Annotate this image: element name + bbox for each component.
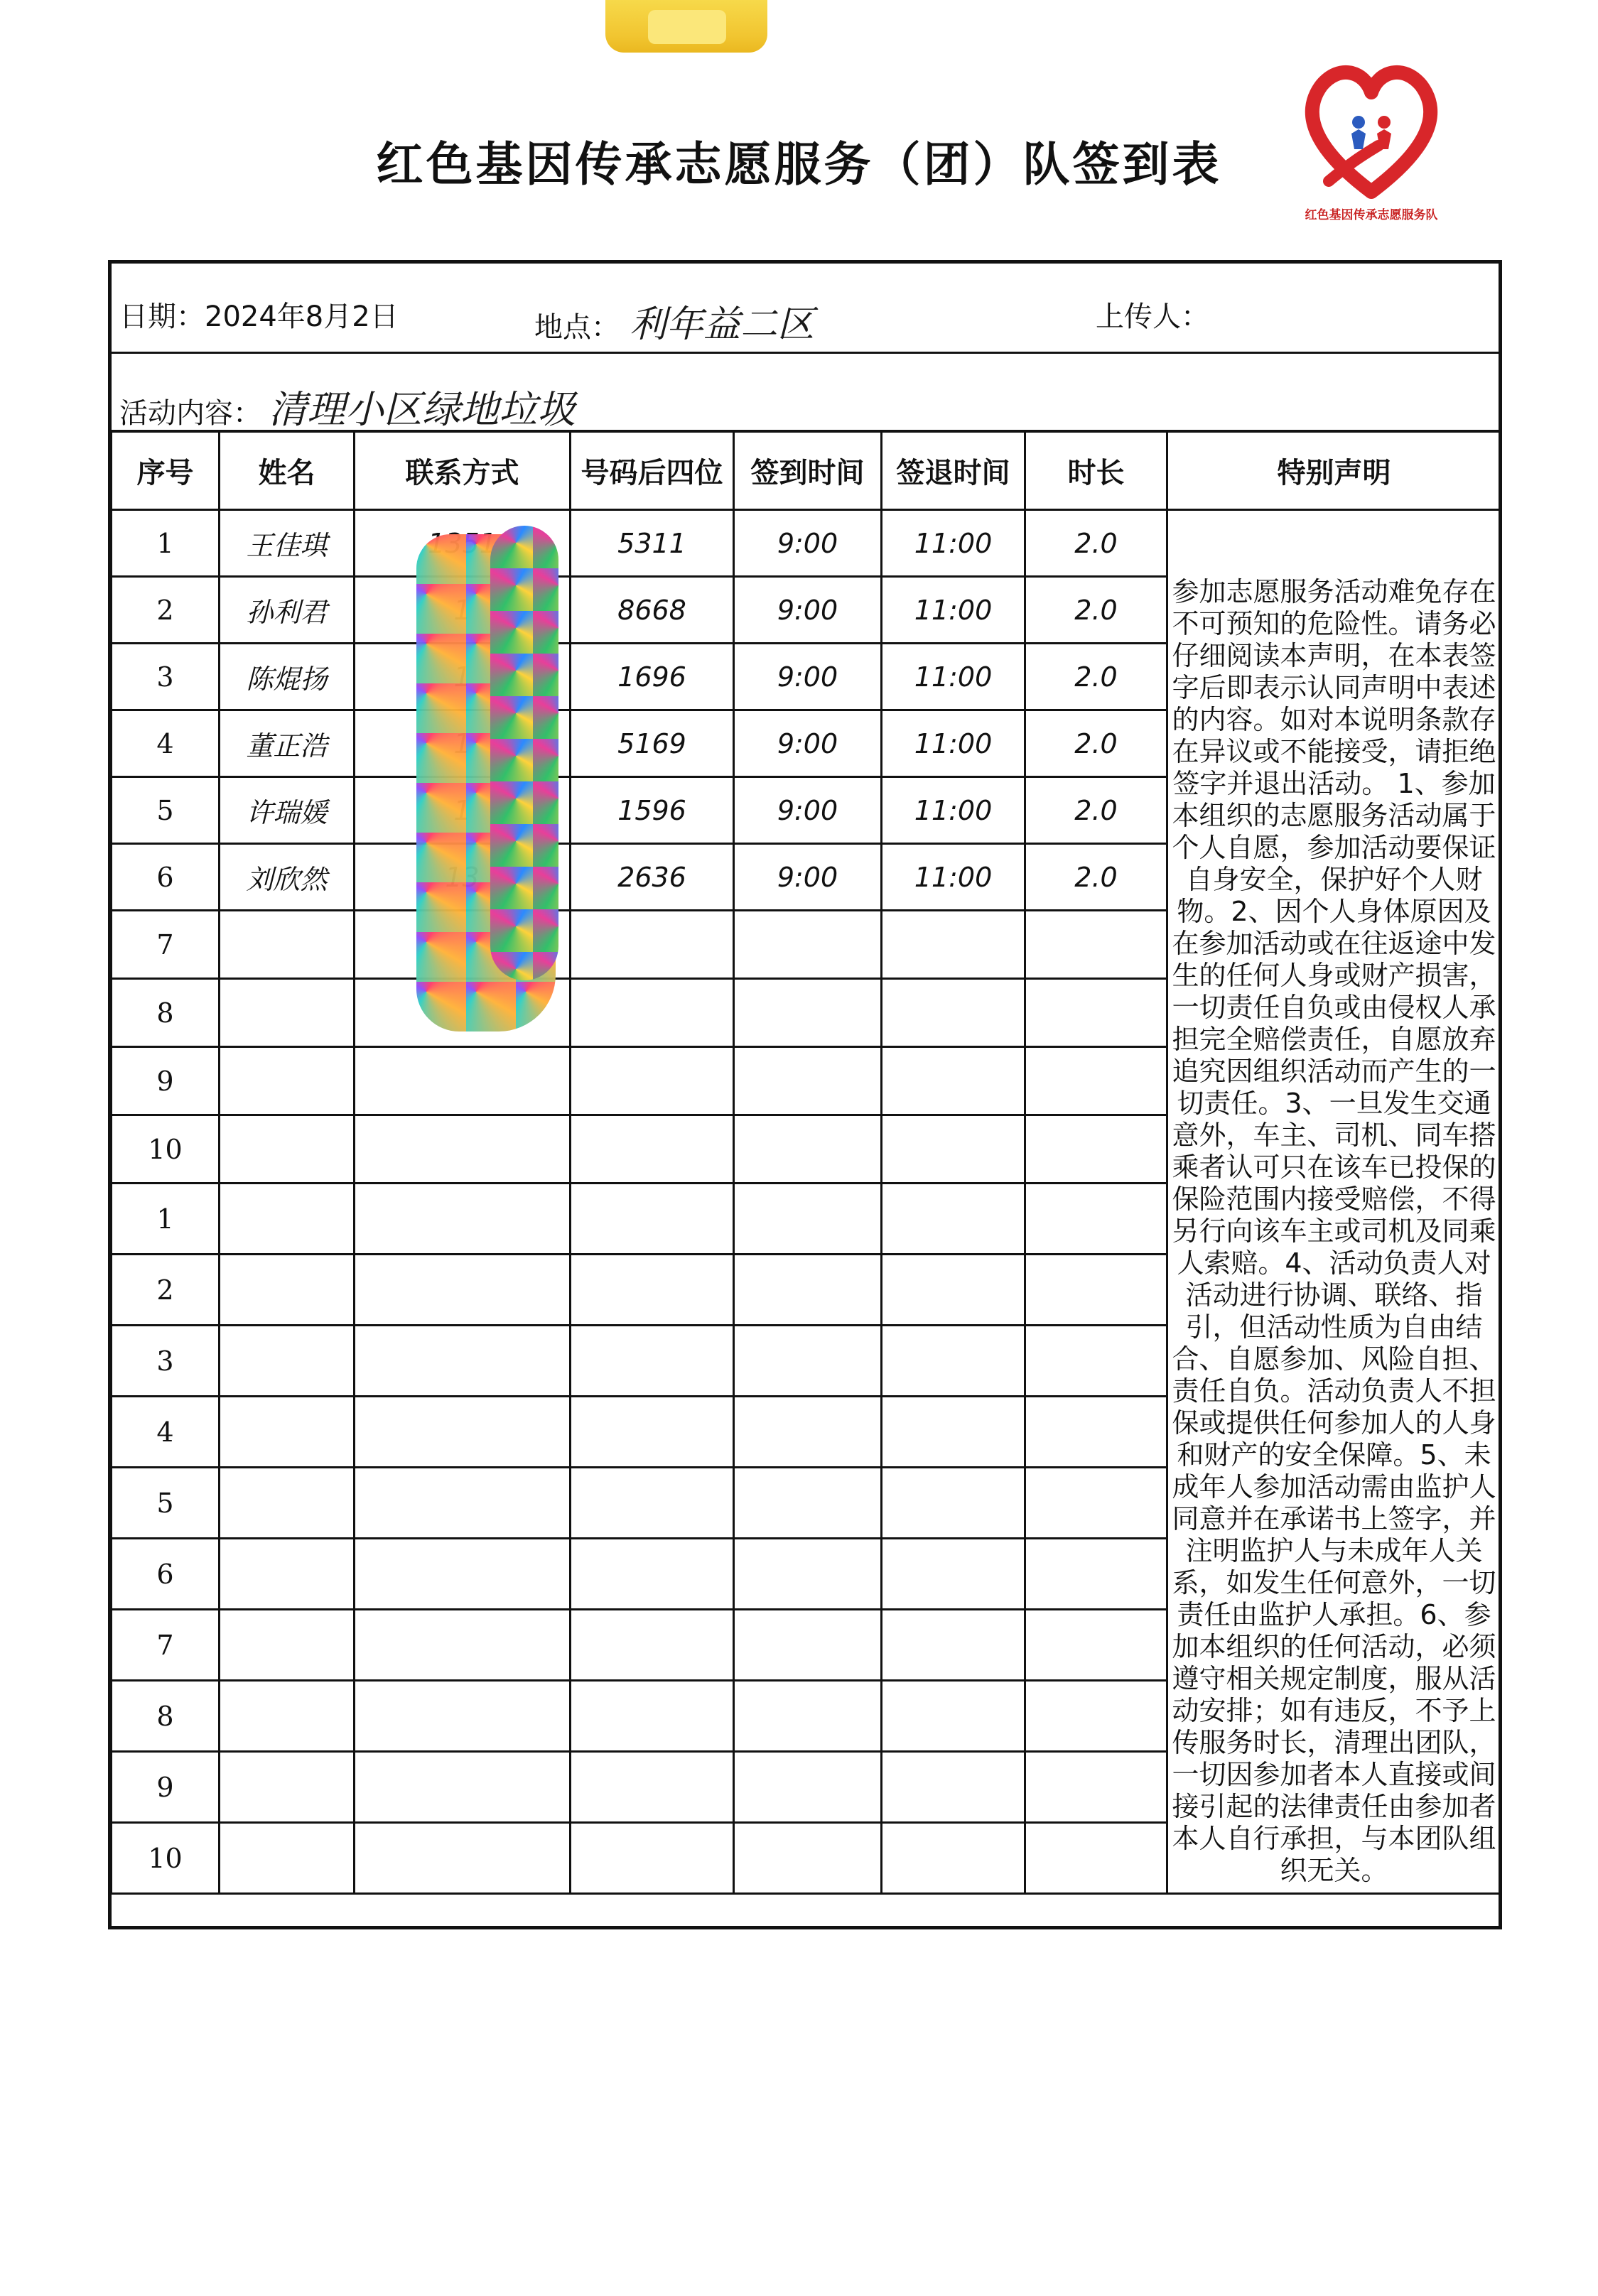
date-field bbox=[119, 294, 399, 335]
contact-cell bbox=[355, 1047, 571, 1115]
sign-in-cell: 9:00 bbox=[734, 710, 882, 777]
logo-caption: 红色基因传承志愿服务队 bbox=[1305, 208, 1438, 222]
header-sign-in-time: 签到时间 bbox=[734, 432, 882, 510]
last-four-cell: 1596 bbox=[571, 777, 734, 844]
duration-cell bbox=[1025, 1539, 1167, 1610]
last-four-cell: 5311 bbox=[571, 510, 734, 577]
header-contact: 联系方式 bbox=[355, 432, 571, 510]
activity-content-field bbox=[119, 379, 576, 434]
name-cell bbox=[220, 1468, 355, 1539]
activity-content-row bbox=[108, 354, 1502, 432]
contact-cell bbox=[355, 1681, 571, 1752]
name-cell bbox=[220, 1326, 355, 1397]
duration-cell bbox=[1025, 1047, 1167, 1115]
contact-cell bbox=[355, 1184, 571, 1255]
last-four-cell: 8668 bbox=[571, 577, 734, 644]
sign-out-cell: 11:00 bbox=[882, 710, 1025, 777]
date-value: 2024年8月2日 bbox=[205, 300, 399, 333]
contact-cell bbox=[355, 1752, 571, 1823]
sign-out-cell: 11:00 bbox=[882, 577, 1025, 644]
header-seq: 序号 bbox=[112, 432, 220, 510]
sign-in-cell: 9:00 bbox=[734, 510, 882, 577]
uploader-field bbox=[1096, 294, 1209, 335]
declaration-cell bbox=[1167, 510, 1501, 1894]
name-cell bbox=[220, 1397, 355, 1468]
sign-out-cell: 11:00 bbox=[882, 644, 1025, 710]
duration-cell bbox=[1025, 1681, 1167, 1752]
last-four-cell bbox=[571, 1047, 734, 1115]
sign-out-cell: 11:00 bbox=[882, 844, 1025, 911]
seq-cell: 2 bbox=[112, 577, 220, 644]
seq-cell: 4 bbox=[112, 710, 220, 777]
last-four-cell: 2636 bbox=[571, 844, 734, 911]
duration-cell: 2.0 bbox=[1025, 577, 1167, 644]
declaration-text: 参加志愿服务活动难免存在不可预知的危险性。请务必仔细阅读本声明，在本表签字后即表示认同声明中表述的内容。如对本说明条款存在异议或不能接受，请拒绝签字并退出活动。 1、参加本组织的志愿服务活动属于个人自愿，参加活动要保证自身安全，保护好个人财物。2、因个人身体原因及在参加活动或在往返途中发生的任何人身或财产损害，一切责任自负或由侵权人承担完全赔偿责任，自愿放弃追究因组织活动而产生的一切责任。3、一旦发生交通意外，车主、司机、同车搭乘者认可只在该车已投保的保险范围内接受赔偿，不得另行向该车主或司机及同乘人索赔。4、活动负责人对活动进行协调、联络、指引，但活动性质为自由结合、自愿参加、风险自担、责任自负。活动负责人不担保或提供任何参加人的人身和财产的安全保障。5、未成年人参加活动需由监护人同意并在承诺书上签字，并注明监护人与未成年人关系，如发生任何意外，一切责任由监护人承担。6、参加本组织的任何活动，必须遵守相关规定制度，服从活动安排；如有违反，不予上传服务时长，清理出团队，一切因参加者本人直接或间接引起的法律责任由参加者本人自行承担，与本团队组织无关。 bbox=[1172, 576, 1496, 1886]
seq-cell: 10 bbox=[112, 1115, 220, 1184]
seq-cell: 3 bbox=[112, 644, 220, 710]
duration-cell bbox=[1025, 1326, 1167, 1397]
header-duration: 时长 bbox=[1025, 432, 1167, 510]
seq-cell: 9 bbox=[112, 1752, 220, 1823]
sign-in-cell bbox=[734, 1255, 882, 1326]
sign-in-cell bbox=[734, 1397, 882, 1468]
sign-in-cell: 9:00 bbox=[734, 577, 882, 644]
sign-out-cell bbox=[882, 1326, 1025, 1397]
last-four-cell bbox=[571, 1326, 734, 1397]
content-label: 活动内容： bbox=[119, 397, 261, 430]
header-sign-out-time: 签退时间 bbox=[882, 432, 1025, 510]
seq-cell: 8 bbox=[112, 1681, 220, 1752]
last-four-cell bbox=[571, 1539, 734, 1610]
seq-cell: 2 bbox=[112, 1255, 220, 1326]
sign-out-cell bbox=[882, 1115, 1025, 1184]
sign-in-cell: 9:00 bbox=[734, 844, 882, 911]
duration-cell: 2.0 bbox=[1025, 710, 1167, 777]
header-last-four: 号码后四位 bbox=[571, 432, 734, 510]
sign-out-cell bbox=[882, 979, 1025, 1047]
last-four-cell bbox=[571, 979, 734, 1047]
seq-cell: 9 bbox=[112, 1047, 220, 1115]
sign-in-cell bbox=[734, 979, 882, 1047]
sign-out-cell bbox=[882, 1610, 1025, 1681]
name-cell bbox=[220, 979, 355, 1047]
seq-cell: 1 bbox=[112, 510, 220, 577]
name-cell: 孙利君 bbox=[220, 577, 355, 644]
last-four-cell bbox=[571, 1115, 734, 1184]
sign-in-cell bbox=[734, 1115, 882, 1184]
duration-cell bbox=[1025, 1752, 1167, 1823]
duration-cell bbox=[1025, 1468, 1167, 1539]
page-title: 红色基因传承志愿服务（团）队签到表 bbox=[376, 137, 1222, 192]
header-row bbox=[112, 432, 1501, 510]
sign-out-cell bbox=[882, 1184, 1025, 1255]
sign-out-cell bbox=[882, 1539, 1025, 1610]
name-cell: 王佳琪 bbox=[220, 510, 355, 577]
sign-in-cell bbox=[734, 1752, 882, 1823]
seq-cell: 7 bbox=[112, 911, 220, 979]
sign-in-cell bbox=[734, 1539, 882, 1610]
last-four-cell bbox=[571, 1752, 734, 1823]
sign-out-cell bbox=[882, 1255, 1025, 1326]
last-four-cell bbox=[571, 1681, 734, 1752]
last-four-cell bbox=[571, 1184, 734, 1255]
content-value: 清理小区绿地垃圾 bbox=[269, 387, 576, 432]
duration-cell bbox=[1025, 1184, 1167, 1255]
binder-clip bbox=[605, 0, 767, 53]
contact-cell bbox=[355, 1610, 571, 1681]
sign-out-cell bbox=[882, 1823, 1025, 1894]
sign-in-cell bbox=[734, 1610, 882, 1681]
duration-cell bbox=[1025, 1397, 1167, 1468]
header-name: 姓名 bbox=[220, 432, 355, 510]
contact-cell bbox=[355, 1326, 571, 1397]
name-cell bbox=[220, 1681, 355, 1752]
sign-out-cell: 11:00 bbox=[882, 777, 1025, 844]
name-cell: 刘欣然 bbox=[220, 844, 355, 911]
contact-cell bbox=[355, 1823, 571, 1894]
sign-out-cell bbox=[882, 1047, 1025, 1115]
duration-cell bbox=[1025, 1115, 1167, 1184]
sign-in-cell bbox=[734, 1823, 882, 1894]
privacy-mosaic-overlay bbox=[490, 526, 558, 980]
place-label: 地点： bbox=[534, 311, 620, 344]
sign-in-cell bbox=[734, 1326, 882, 1397]
last-four-cell bbox=[571, 1397, 734, 1468]
duration-cell bbox=[1025, 911, 1167, 979]
date-label: 日期： bbox=[119, 300, 205, 333]
sign-out-cell bbox=[882, 1397, 1025, 1468]
sign-in-cell: 9:00 bbox=[734, 777, 882, 844]
name-cell bbox=[220, 1047, 355, 1115]
name-cell: 陈焜扬 bbox=[220, 644, 355, 710]
duration-cell bbox=[1025, 1823, 1167, 1894]
sign-in-cell: 9:00 bbox=[734, 644, 882, 710]
table-row bbox=[112, 510, 1501, 577]
sign-in-cell bbox=[734, 1184, 882, 1255]
sign-in-cell bbox=[734, 911, 882, 979]
name-cell bbox=[220, 1255, 355, 1326]
name-cell bbox=[220, 1752, 355, 1823]
duration-cell bbox=[1025, 1610, 1167, 1681]
name-cell bbox=[220, 1610, 355, 1681]
seq-cell: 10 bbox=[112, 1823, 220, 1894]
red-heart-logo-icon bbox=[1300, 57, 1442, 234]
duration-cell bbox=[1025, 1255, 1167, 1326]
name-cell bbox=[220, 1184, 355, 1255]
sign-out-cell: 11:00 bbox=[882, 510, 1025, 577]
sign-out-cell bbox=[882, 1468, 1025, 1539]
duration-cell: 2.0 bbox=[1025, 777, 1167, 844]
sign-out-cell bbox=[882, 911, 1025, 979]
contact-cell bbox=[355, 1255, 571, 1326]
last-four-cell bbox=[571, 1255, 734, 1326]
place-value: 利年益二区 bbox=[630, 303, 815, 346]
sign-out-cell bbox=[882, 1681, 1025, 1752]
name-cell bbox=[220, 1823, 355, 1894]
name-cell: 董正浩 bbox=[220, 710, 355, 777]
seq-cell: 8 bbox=[112, 979, 220, 1047]
name-cell bbox=[220, 1539, 355, 1610]
seq-cell: 7 bbox=[112, 1610, 220, 1681]
duration-cell bbox=[1025, 979, 1167, 1047]
duration-cell: 2.0 bbox=[1025, 844, 1167, 911]
header-declaration: 特别声明 bbox=[1167, 432, 1501, 510]
last-four-cell: 5169 bbox=[571, 710, 734, 777]
name-cell: 许瑞媛 bbox=[220, 777, 355, 844]
place-field bbox=[534, 294, 814, 347]
seq-cell: 4 bbox=[112, 1397, 220, 1468]
sign-in-table bbox=[110, 430, 1502, 1895]
last-four-cell bbox=[571, 1468, 734, 1539]
duration-cell: 2.0 bbox=[1025, 510, 1167, 577]
last-four-cell bbox=[571, 1610, 734, 1681]
sign-in-cell bbox=[734, 1468, 882, 1539]
seq-cell: 6 bbox=[112, 844, 220, 911]
name-cell bbox=[220, 1115, 355, 1184]
sign-out-cell bbox=[882, 1752, 1025, 1823]
contact-cell bbox=[355, 1468, 571, 1539]
name-cell bbox=[220, 911, 355, 979]
seq-cell: 3 bbox=[112, 1326, 220, 1397]
seq-cell: 1 bbox=[112, 1184, 220, 1255]
last-four-cell bbox=[571, 911, 734, 979]
contact-cell bbox=[355, 1115, 571, 1184]
seq-cell: 5 bbox=[112, 1468, 220, 1539]
seq-cell: 6 bbox=[112, 1539, 220, 1610]
sign-in-cell bbox=[734, 1681, 882, 1752]
last-four-cell: 1696 bbox=[571, 644, 734, 710]
seq-cell: 5 bbox=[112, 777, 220, 844]
sign-in-cell bbox=[734, 1047, 882, 1115]
contact-cell bbox=[355, 1539, 571, 1610]
duration-cell: 2.0 bbox=[1025, 644, 1167, 710]
info-row bbox=[108, 260, 1502, 354]
uploader-label: 上传人： bbox=[1096, 300, 1209, 333]
last-four-cell bbox=[571, 1823, 734, 1894]
contact-cell bbox=[355, 1397, 571, 1468]
